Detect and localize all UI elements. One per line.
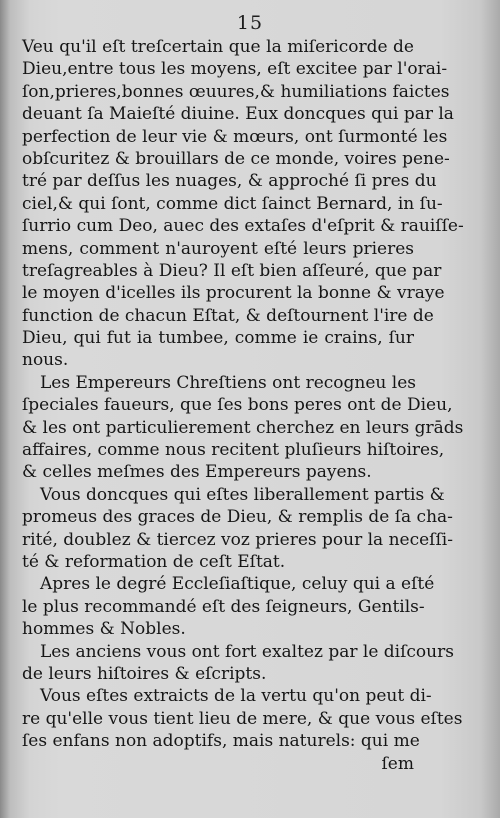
paragraph-5 <box>22 641 454 686</box>
text-line: ſurrio cum Deo, auec des extaſes d'eſprit & rauiſſe- <box>22 216 464 237</box>
text-line: deuant ſa Maieſté diuine. Eux doncques qui par la <box>22 104 454 125</box>
text-line: obſcuritez & brouillars de ce monde, voires pene- <box>22 148 450 169</box>
text-line: Apres le degré Eccleſiaſtique, celuy qui a eſté <box>40 574 435 595</box>
text-line: Dieu,entre tous les moyens, eſt excitee par l'orai- <box>22 59 448 80</box>
text-line: Les anciens vous ont fort exaltez par le diſcours <box>40 641 454 662</box>
text-line: affaires, comme nous recitent pluſieurs hiſtoires, <box>22 440 445 461</box>
text-line: re qu'elle vous tient lieu de mere, & que vous eſtes <box>22 708 463 729</box>
text-line: mens, comment n'auroyent eſté leurs prieres <box>22 238 414 259</box>
text-line: ciel,& qui ſont, comme dict ſainct Bernard, in ſu- <box>22 193 443 214</box>
catchword: ſem <box>381 753 414 774</box>
text-line: té & reformation de ceſt Eſtat. <box>22 551 286 572</box>
paragraph-1 <box>22 36 464 372</box>
page-number: 15 <box>236 12 264 34</box>
text-line: perfection de leur vie & mœurs, ont ſurmonté les <box>22 126 448 147</box>
text-line: tré par deſſus les nuages, & approché ſi pres du <box>22 171 437 192</box>
text-line: nous. <box>22 350 69 371</box>
text-line: Veu qu'il eſt treſcertain que la miſericorde de <box>22 37 414 57</box>
text-line: Les Empereurs Chreſtiens ont recogneu les <box>40 372 417 393</box>
text-line: ſpeciales faueurs, que ſes bons peres ont de Dieu, <box>22 395 453 416</box>
text-line: & celles meſmes des Empereurs payens. <box>22 462 372 483</box>
paragraph-4 <box>22 573 435 640</box>
text-line: Vous doncques qui eſtes liberallement partis & <box>40 484 445 505</box>
paragraph-6 <box>22 685 463 752</box>
text-line: ſon,prieres,bonnes œuures,& humiliations faictes <box>22 81 450 102</box>
text-line: le plus recommandé eſt des ſeigneurs, Gentils- <box>22 596 425 617</box>
text-line: hommes & Nobles. <box>22 619 186 640</box>
text-line: le moyen d'icelles ils procurent la bonne & vraye <box>22 283 445 304</box>
text-line: promeus des graces de Dieu, & remplis de ſa cha- <box>22 507 453 528</box>
paragraph-3 <box>22 484 453 574</box>
text-line: function de chacun Eſtat, & deſtournent l'ire de <box>22 305 434 326</box>
text-line: rité, doublez & tiercez voz prieres pour la neceſſi- <box>22 529 453 550</box>
paragraph-2 <box>22 372 464 484</box>
text-line: treſagreables à Dieu? Il eſt bien aſſeuré, que par <box>22 260 442 281</box>
text-line: & les ont particulierement cherchez en leurs grāds <box>22 417 464 438</box>
text-line: ſes enfans non adoptifs, mais naturels: qui me <box>22 731 420 752</box>
text-line: Dieu, qui fut ia tumbee, comme ie crains, ſur <box>22 328 414 349</box>
body-text <box>22 36 464 775</box>
text-line: de leurs hiſtoires & eſcripts. <box>22 663 267 684</box>
text-line: Vous eſtes extraicts de la vertu qu'on peut di- <box>40 686 432 707</box>
